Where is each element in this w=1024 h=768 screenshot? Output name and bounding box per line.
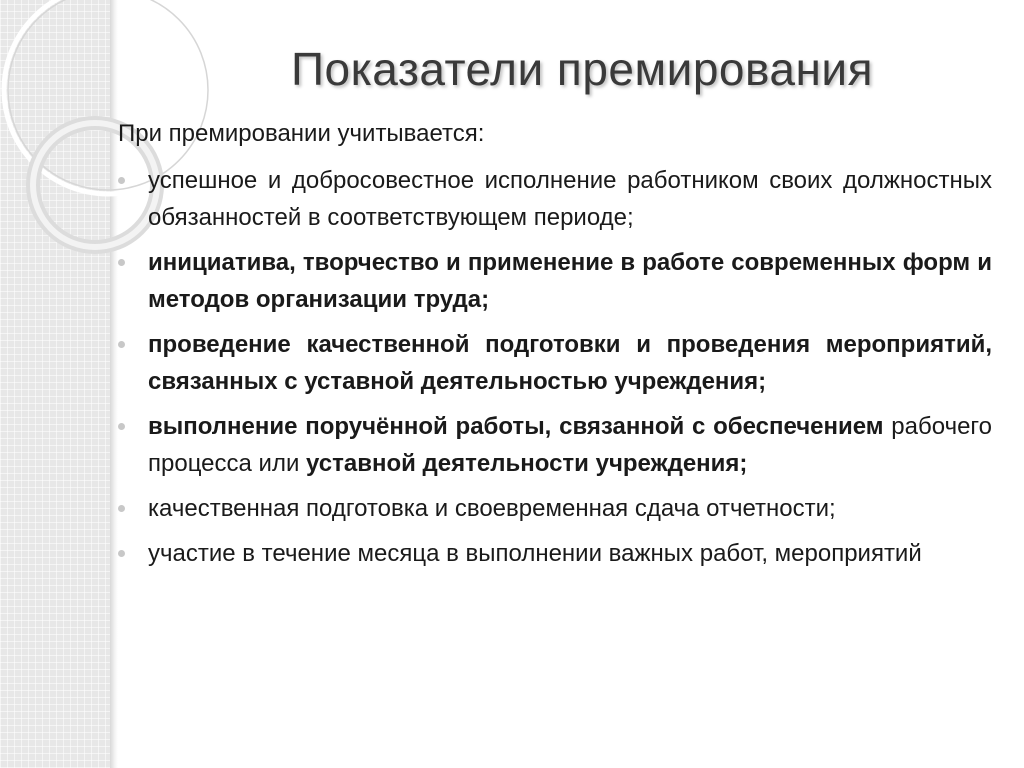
bullet-list (118, 162, 992, 572)
item-text: участие в течение месяца в выполнении важных работ, мероприятий (148, 540, 922, 567)
item-text-regular: рабочего процесса или (148, 413, 992, 477)
slide-content (118, 115, 992, 580)
bullet-icon (118, 423, 125, 430)
bullet-icon (118, 259, 125, 266)
bullet-icon (118, 177, 125, 184)
item-text: проведение качественной подготовки и проведения мероприятий, связанных с уставной деятельностью учреждения; (148, 331, 992, 395)
item-text: качественная подготовка и своевременная сдача отчетности; (148, 495, 836, 522)
list-item (118, 490, 992, 527)
list-item (118, 326, 992, 400)
list-item (118, 408, 992, 482)
list-item (118, 535, 992, 572)
list-item (118, 244, 992, 318)
item-text: успешное и добросовестное исполнение работником своих должностных обязанностей в соответствующем периоде; (148, 167, 992, 231)
item-text-bold-1: выполнение поручённой работы, связанной с обеспечением (148, 413, 884, 440)
bullet-icon (118, 550, 125, 557)
intro-text: При премировании учитывается: (118, 120, 485, 147)
item-text-bold-2: уставной деятельности учреждения; (306, 450, 748, 477)
list-item (118, 162, 992, 236)
item-text: инициатива, творчество и применение в работе современных форм и методов организации труда; (148, 249, 992, 313)
bullet-icon (118, 505, 125, 512)
slide-title: Показатели премирования (290, 43, 873, 95)
bullet-icon (118, 341, 125, 348)
